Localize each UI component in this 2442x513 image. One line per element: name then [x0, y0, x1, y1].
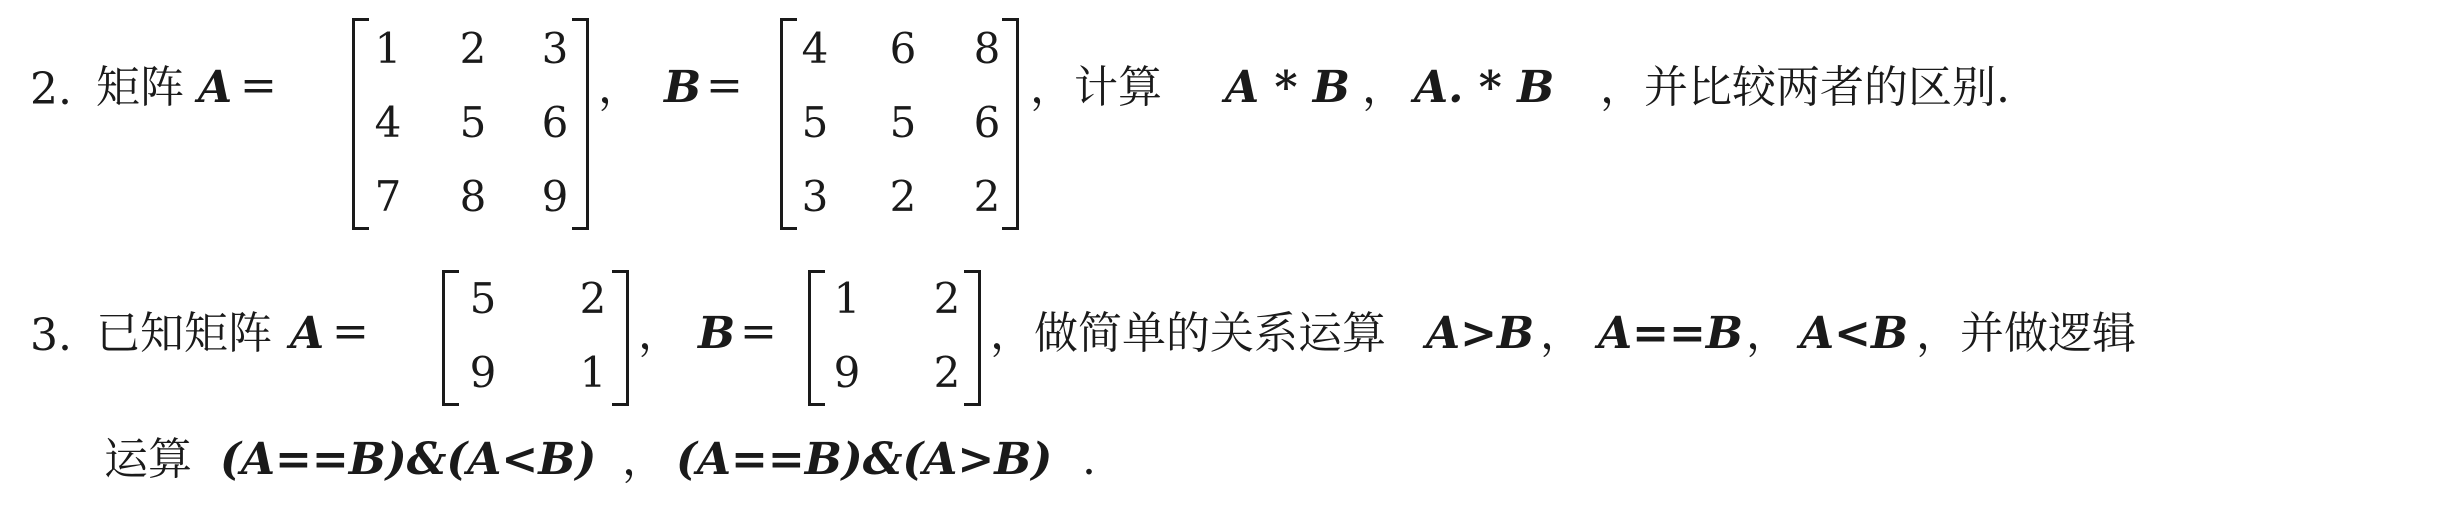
problem-3-comma-1: ， [638, 308, 682, 359]
matrix-cell: 2 [933, 348, 961, 397]
problem-3-comma-3: ， [1746, 308, 1790, 359]
matrix-cell: 6 [889, 24, 917, 73]
matrix-cell: 9 [541, 172, 569, 221]
problem-2-text-after: ，计算 [1030, 62, 1162, 113]
problem-3-lead: 已知矩阵 [96, 308, 272, 359]
problem-2-a-label: A [198, 62, 233, 113]
matrix-cell: 5 [889, 98, 917, 147]
problem-3-line2-lead: 运算 [104, 434, 192, 485]
problem-3-b-label: B [698, 308, 736, 359]
matrix-cell: 1 [579, 348, 607, 397]
problem-2-expr-1: A * B [1225, 62, 1350, 113]
problem-3-a-label: A [290, 308, 325, 359]
problem-3-comma-2: ， [1540, 308, 1584, 359]
problem-2-b-label: B [664, 62, 702, 113]
problem-3-text-after: ，做简单的关系运算 [990, 308, 1386, 359]
matrix-cell: 8 [973, 24, 1001, 73]
matrix-cell: 9 [469, 348, 497, 397]
problem-2-a-eq: = [240, 60, 277, 111]
problem-2-comma-1: ， [598, 62, 642, 113]
problem-2-expr-2: A. * B [1414, 62, 1555, 113]
problem-2-lead: 矩阵 [96, 62, 184, 113]
problem-3-a-eq: = [332, 306, 369, 357]
problem-2-number: 2. [30, 64, 72, 115]
problem-3-tail: ，并做逻辑 [1916, 308, 2136, 359]
matrix-cell: 2 [579, 274, 607, 323]
matrix-cell: 5 [469, 274, 497, 323]
matrix-cell: 9 [833, 348, 861, 397]
problem-3-rel-3: A<B [1800, 308, 1909, 359]
matrix-cell: 2 [933, 274, 961, 323]
problem-2-b-eq: = [706, 60, 743, 111]
matrix-cell: 4 [801, 24, 829, 73]
problem-3-number: 3. [30, 310, 72, 361]
matrix-cell: 5 [459, 98, 487, 147]
matrix-cell: 1 [833, 274, 861, 323]
matrix-left-bracket [442, 270, 459, 406]
matrix-cell: 1 [374, 24, 402, 73]
matrix-cell: 5 [801, 98, 829, 147]
matrix-cell: 3 [801, 172, 829, 221]
matrix-cell: 8 [459, 172, 487, 221]
problem-3-rel-1: A>B [1426, 308, 1535, 359]
matrix-cell: 2 [973, 172, 1001, 221]
problem-3-comma-4: ， [622, 434, 666, 485]
problem-3-rel-2: A==B [1598, 308, 1744, 359]
matrix-cell: 2 [889, 172, 917, 221]
problem-3-b-eq: = [740, 306, 777, 357]
problem-3-logic-1: (A==B)&(A<B) [220, 434, 597, 485]
matrix-cell: 6 [973, 98, 1001, 147]
matrix-cell: 7 [374, 172, 402, 221]
matrix-cell: 3 [541, 24, 569, 73]
matrix-cell: 2 [459, 24, 487, 73]
problem-3-logic-2: (A==B)&(A>B) [676, 434, 1053, 485]
problem-2-tail: ，并比较两者的区别. [1600, 62, 2010, 113]
matrix-cell: 4 [374, 98, 402, 147]
problem-2-comma-2: ， [1362, 62, 1406, 113]
problem-3-end: . [1082, 434, 1096, 485]
matrix-cell: 6 [541, 98, 569, 147]
